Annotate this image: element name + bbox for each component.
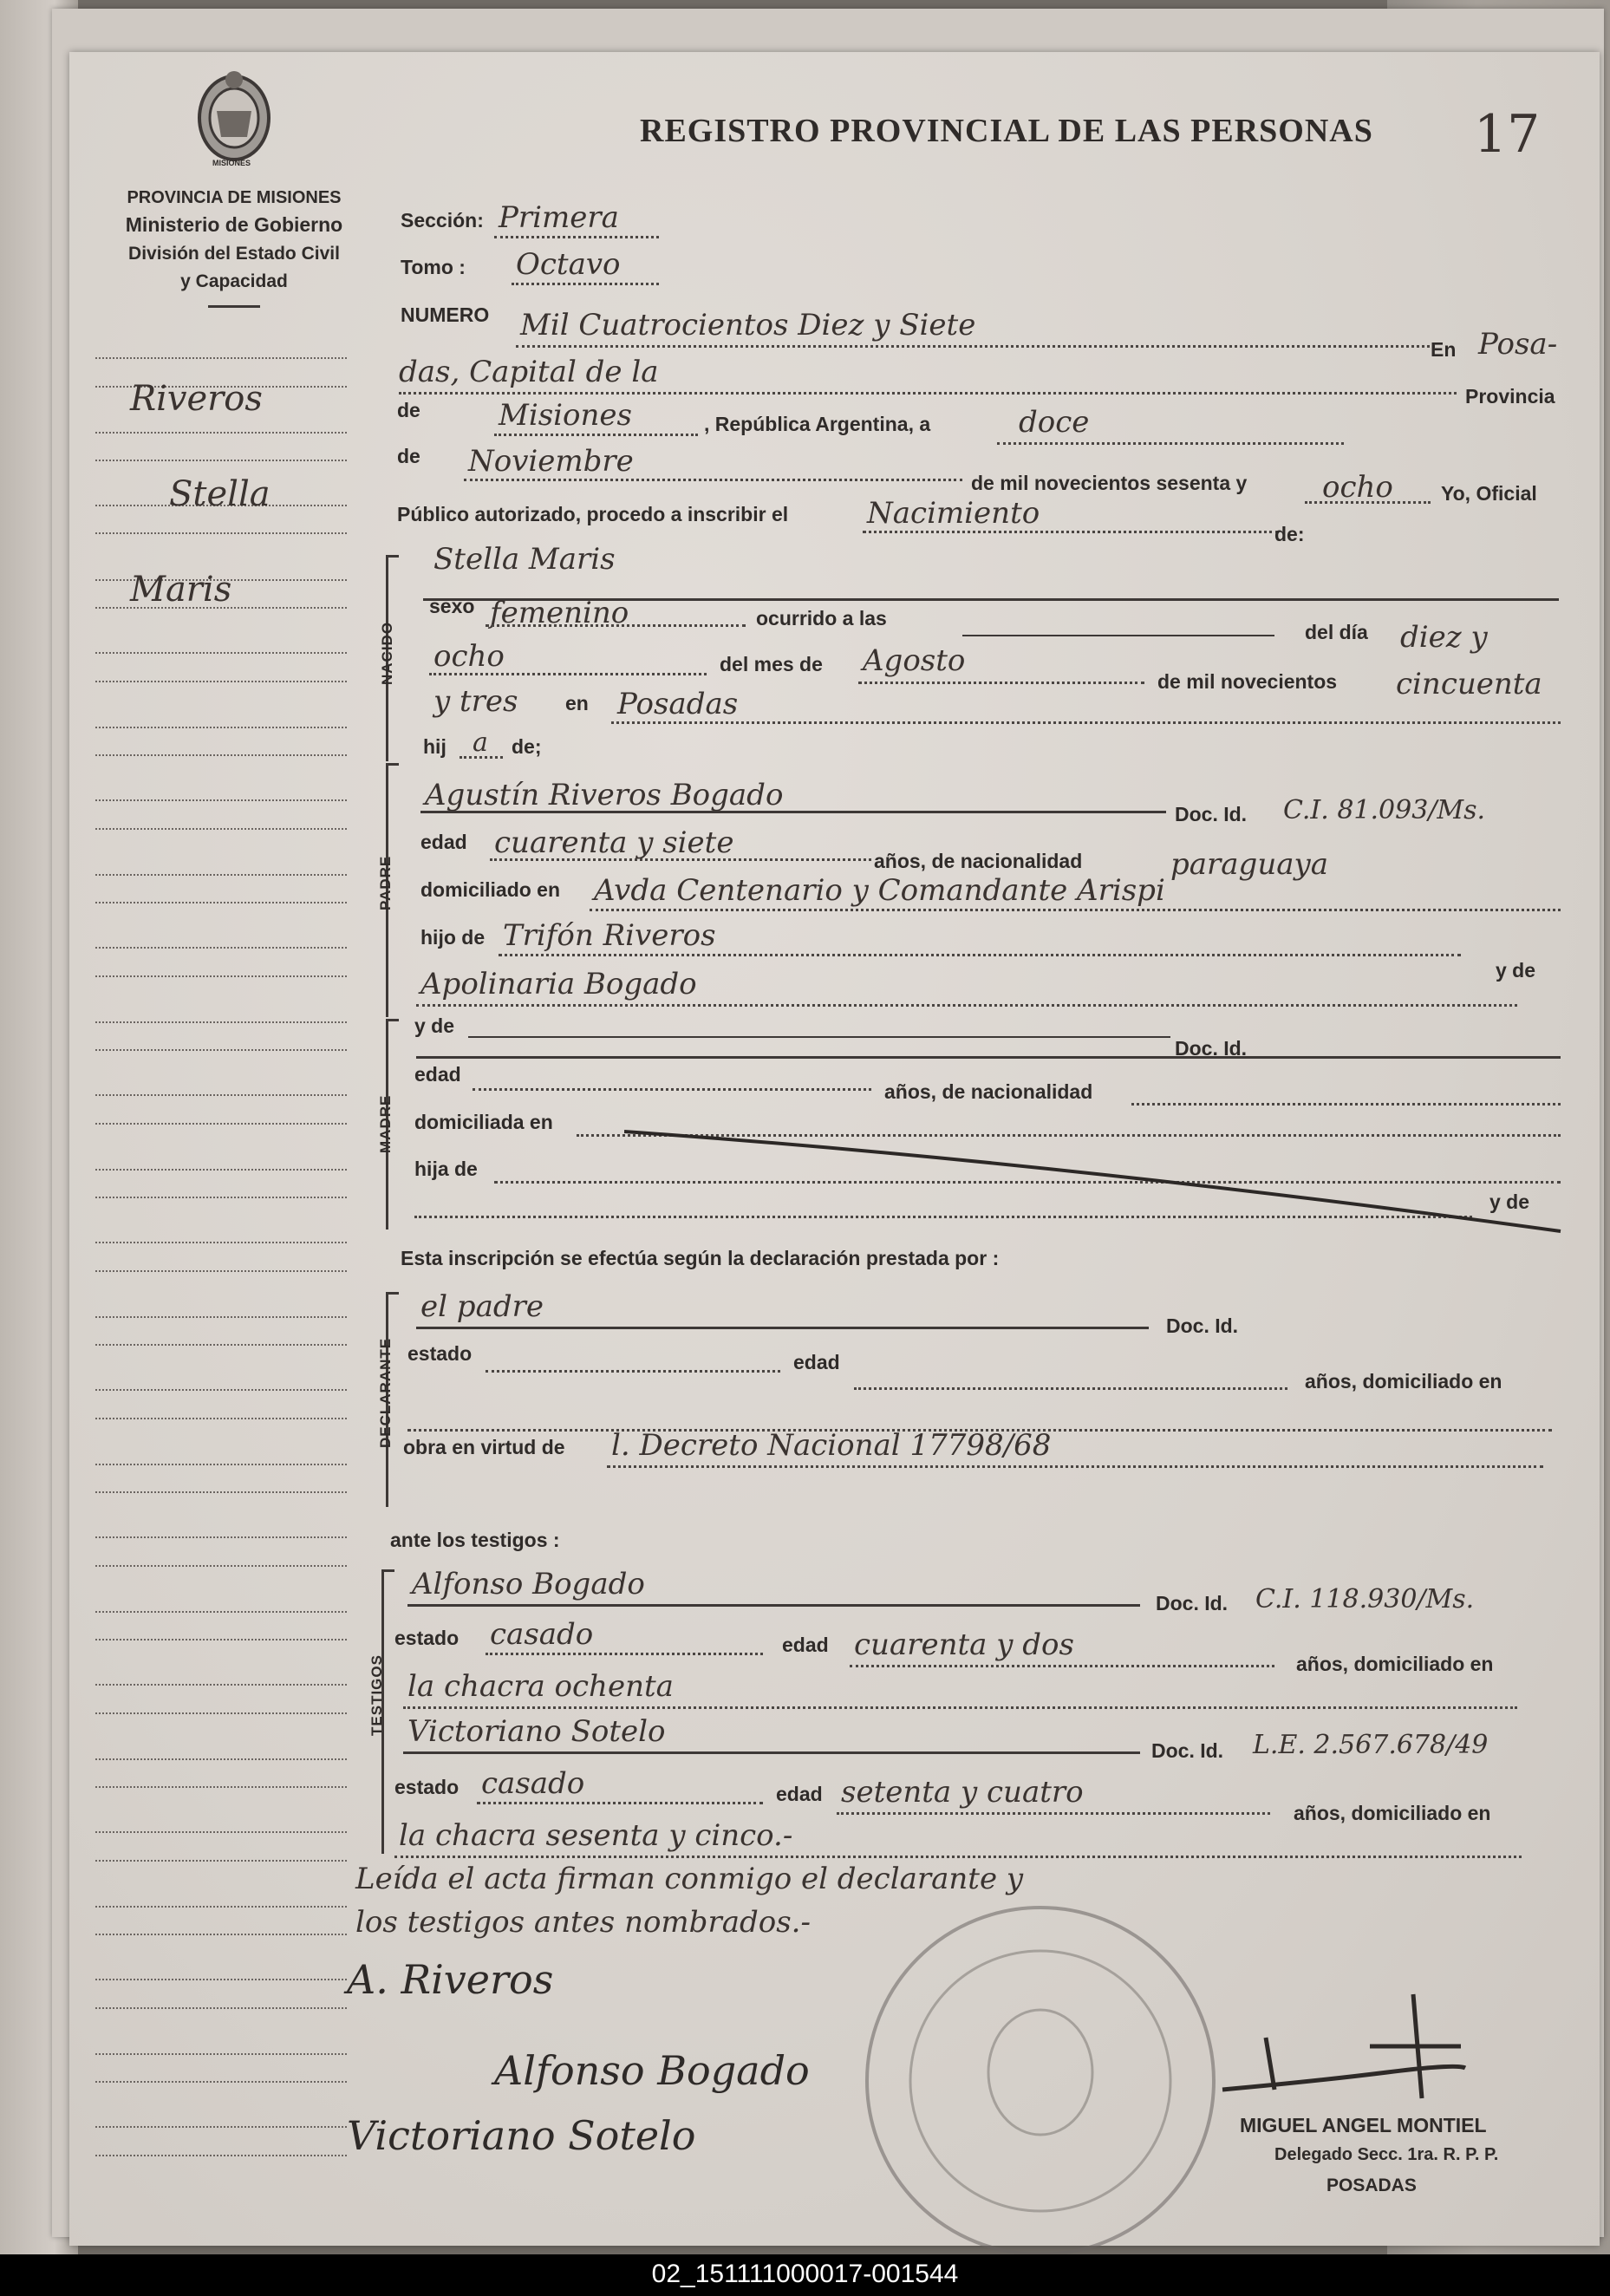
madre-top-rule <box>416 1056 1561 1059</box>
provincia-label: Provincia <box>1465 385 1555 408</box>
del-dia-label: del día <box>1305 621 1368 643</box>
madre-nacionalidad-line <box>1131 1103 1561 1106</box>
madre-y-de-label: y de <box>414 1014 455 1037</box>
city-line <box>399 392 1457 395</box>
testigo1-name: Alfonso Bogado <box>412 1567 645 1601</box>
declarante-edad-label: edad <box>793 1351 840 1373</box>
sexo-label: sexo <box>429 595 475 617</box>
testigo2-edad-label: edad <box>776 1783 823 1805</box>
en-lugar-label: en <box>565 692 589 714</box>
lugar-line <box>611 721 1561 724</box>
sexo-line <box>486 624 746 627</box>
testigo1-estado-label: estado <box>394 1627 460 1649</box>
madre-section-label: MADRE <box>377 1094 394 1153</box>
padre-hijo-label: hijo de <box>420 926 486 949</box>
hij-line <box>460 756 503 759</box>
madre-cancel-stroke <box>624 1127 1569 1240</box>
madre-nacionalidad-label: años, de nacionalidad <box>884 1080 1093 1103</box>
dia-line <box>997 442 1344 445</box>
de-label-2: de <box>397 445 420 467</box>
numero-value: Mil Cuatrocientos Diez y Siete <box>520 308 976 342</box>
testigo1-edad-label: edad <box>782 1634 829 1656</box>
testigo2-estado-value: casado <box>481 1766 585 1801</box>
testigo1-doc-value: C.I. 118.930/Ms. <box>1255 1584 1475 1614</box>
margin-name2: Maris <box>130 570 232 610</box>
hora-line <box>962 635 1274 636</box>
registry-title: REGISTRO PROVINCIAL DE LAS PERSONAS <box>640 113 1373 149</box>
publico-label: Público autorizado, procedo a inscribir el <box>397 503 789 525</box>
testigo2-estado-line <box>477 1802 763 1804</box>
closing-line-1: Leída el acta firman conmigo el declarante y <box>355 1862 1024 1896</box>
declarante-doc-label: Doc. Id. <box>1166 1314 1239 1337</box>
padre-nacionalidad-label: años, de nacionalidad <box>874 850 1083 872</box>
madre-edad-line <box>473 1088 871 1091</box>
declarante-name: el padre <box>420 1289 544 1324</box>
org-division: División del Estado Civil <box>128 244 340 264</box>
testigo1-estado-line <box>486 1653 763 1655</box>
file-id: 02_151111000017-001544 <box>651 2260 959 2288</box>
city-value: das, Capital de la <box>399 355 659 389</box>
acto-line <box>863 531 1279 533</box>
officer-name: MIGUEL ANGEL MONTIEL <box>1240 2114 1487 2136</box>
org-capacity: y Capacidad <box>180 271 288 291</box>
declarante-domicilio-label: años, domiciliado en <box>1305 1370 1502 1393</box>
dia-nacimiento: diez y <box>1400 620 1488 655</box>
dia-nacimiento-2: ocho <box>433 639 505 674</box>
sexo-value: femenino <box>490 596 629 630</box>
obra-line <box>607 1465 1543 1468</box>
testigo1-domicilio-line <box>403 1706 1517 1709</box>
testigo2-domicilio-line <box>394 1856 1522 1858</box>
padre-madre-line <box>416 1004 1517 1007</box>
testigo1-estado-value: casado <box>490 1617 594 1652</box>
padre-name: Agustín Riveros Bogado <box>425 778 784 812</box>
testigo1-doc-label: Doc. Id. <box>1156 1592 1229 1614</box>
padre-hijo-value: Trifón Riveros <box>503 918 716 953</box>
padre-doc-label: Doc. Id. <box>1175 803 1248 825</box>
dia2-line <box>429 673 707 675</box>
madre-edad-label: edad <box>414 1063 461 1086</box>
obra-value: l. Decreto Nacional 17798/68 <box>611 1428 1052 1463</box>
republica-label: , República Argentina, a <box>704 413 931 435</box>
year-label: de mil novecientos sesenta y <box>971 472 1248 494</box>
declarante-edad-line <box>854 1387 1287 1390</box>
de-label: de <box>397 399 420 421</box>
seccion-label: Sección: <box>401 209 484 232</box>
org-ministry: Ministerio de Gobierno <box>125 213 343 236</box>
de-mil-label: de mil novecientos <box>1157 670 1338 693</box>
padre-domicilio-value: Avda Centenario y Comandante Arispi <box>594 873 1165 908</box>
ocurrido-label: ocurrido a las <box>756 607 887 629</box>
madre-hija-label: hija de <box>414 1158 478 1180</box>
padre-edad-line <box>490 858 871 861</box>
padre-madre-value: Apolinaria Bogado <box>420 967 697 1001</box>
padre-section-label: PADRE <box>377 855 394 910</box>
officer-title: Delegado Secc. 1ra. R. P. P. <box>1274 2145 1499 2164</box>
testigo1-domicilio-value: la chacra ochenta <box>407 1669 674 1704</box>
declarante-intro: Esta inscripción se efectúa según la declaración prestada por : <box>401 1247 1000 1269</box>
testigo2-edad-value: setenta y cuatro <box>841 1775 1084 1810</box>
testigos-section-label: TESTIGOS <box>368 1654 385 1736</box>
hij-de-label: de; <box>512 735 542 758</box>
seccion-value: Primera <box>499 200 619 235</box>
testigos-intro: ante los testigos : <box>390 1529 560 1551</box>
padre-edad-value: cuarenta y siete <box>494 825 734 860</box>
lugar-nacimiento: Posadas <box>617 687 739 721</box>
year-line <box>1305 501 1431 504</box>
testigo2-domicilio-value: la chacra sesenta y cinco.- <box>399 1818 793 1853</box>
testigo2-doc-value: L.E. 2.567.678/49 <box>1253 1730 1489 1760</box>
year-value: ocho <box>1322 470 1393 505</box>
nacido-section-label: NACIDO <box>379 621 395 685</box>
anio-nacimiento: cincuenta <box>1396 667 1542 701</box>
dia-value: doce <box>1019 405 1090 440</box>
mes-nac-line <box>858 682 1144 684</box>
officer-signature-icon <box>1214 1986 1474 2124</box>
officer-place: POSADAS <box>1326 2175 1417 2195</box>
testigo2-name: Victoriano Sotelo <box>407 1714 666 1749</box>
mes-value: Noviembre <box>468 444 634 479</box>
madre-doc-label: Doc. Id. <box>1175 1037 1248 1060</box>
testigo1-domicilio-label: años, domiciliado en <box>1296 1653 1494 1675</box>
anio-nacimiento-2: y tres <box>433 684 518 719</box>
page-number: 17 <box>1474 104 1541 165</box>
en-value: Posa- <box>1478 327 1558 362</box>
numero-line <box>516 345 1435 348</box>
tomo-line <box>512 283 659 285</box>
testigo2-doc-label: Doc. Id. <box>1151 1739 1224 1762</box>
tomo-value: Octavo <box>516 247 621 282</box>
padre-y-de-label: y de <box>1496 959 1536 982</box>
header-rule <box>208 305 260 308</box>
testigo2-domicilio-label: años, domiciliado en <box>1294 1802 1491 1824</box>
testigo2-estado-label: estado <box>394 1776 460 1798</box>
seccion-line <box>494 236 659 238</box>
testigo2-name-line <box>403 1751 1140 1754</box>
mes-nacimiento: Agosto <box>863 643 966 678</box>
margin-surname: Riveros <box>130 379 263 419</box>
closing-line-2: los testigos antes nombrados.- <box>355 1905 811 1940</box>
declarante-section-label: DECLARANTE <box>377 1337 394 1448</box>
nacido-name: Stella Maris <box>433 542 616 577</box>
madre-domicilio-label: domiciliada en <box>414 1111 553 1133</box>
padre-hijo-line <box>499 954 1461 956</box>
declarante-name-line <box>416 1327 1149 1329</box>
testigo1-edad-line <box>850 1665 1274 1667</box>
coat-of-arms-icon <box>186 68 282 172</box>
signature-testigo-1: Alfonso Bogado <box>494 2047 810 2094</box>
obra-label: obra en virtud de <box>403 1436 565 1458</box>
hij-value: a <box>473 727 488 758</box>
testigo1-name-line <box>407 1604 1140 1607</box>
signature-declarante: A. Riveros <box>347 1956 554 2003</box>
declarante-estado-line <box>486 1370 780 1373</box>
padre-domicilio-label: domiciliado en <box>420 878 561 901</box>
del-mes-label: del mes de <box>720 653 823 675</box>
numero-label: NUMERO <box>401 303 490 326</box>
de-colon: de: <box>1274 523 1305 545</box>
mes-line <box>464 479 962 481</box>
seal-text: MISIONES <box>212 159 251 167</box>
testigo1-edad-value: cuarenta y dos <box>854 1627 1074 1662</box>
padre-domicilio-line <box>590 909 1561 911</box>
padre-name-line <box>420 811 1166 813</box>
signature-testigo-2: Victoriano Sotelo <box>347 2112 696 2159</box>
padre-doc-value: C.I. 81.093/Ms. <box>1283 795 1486 825</box>
madre-y-de-label-2: y de <box>1489 1190 1530 1213</box>
official-stamp-icon <box>850 1890 1231 2272</box>
margin-name1: Stella <box>169 474 271 514</box>
en-label: En <box>1431 338 1457 361</box>
org-province: PROVINCIA DE MISIONES <box>127 188 342 207</box>
tomo-label: Tomo : <box>401 256 466 278</box>
provincia-value: Misiones <box>499 398 632 433</box>
testigo2-edad-line <box>837 1812 1270 1815</box>
madre-name-line <box>468 1036 1170 1038</box>
yo-label: Yo, Oficial <box>1441 482 1537 505</box>
hij-label: hij <box>423 735 446 758</box>
padre-nacionalidad-value: paraguaya <box>1170 847 1328 882</box>
declarante-estado-label: estado <box>407 1342 473 1365</box>
acto-value: Nacimiento <box>867 496 1040 531</box>
provincia-line <box>494 434 698 436</box>
padre-edad-label: edad <box>420 831 467 853</box>
